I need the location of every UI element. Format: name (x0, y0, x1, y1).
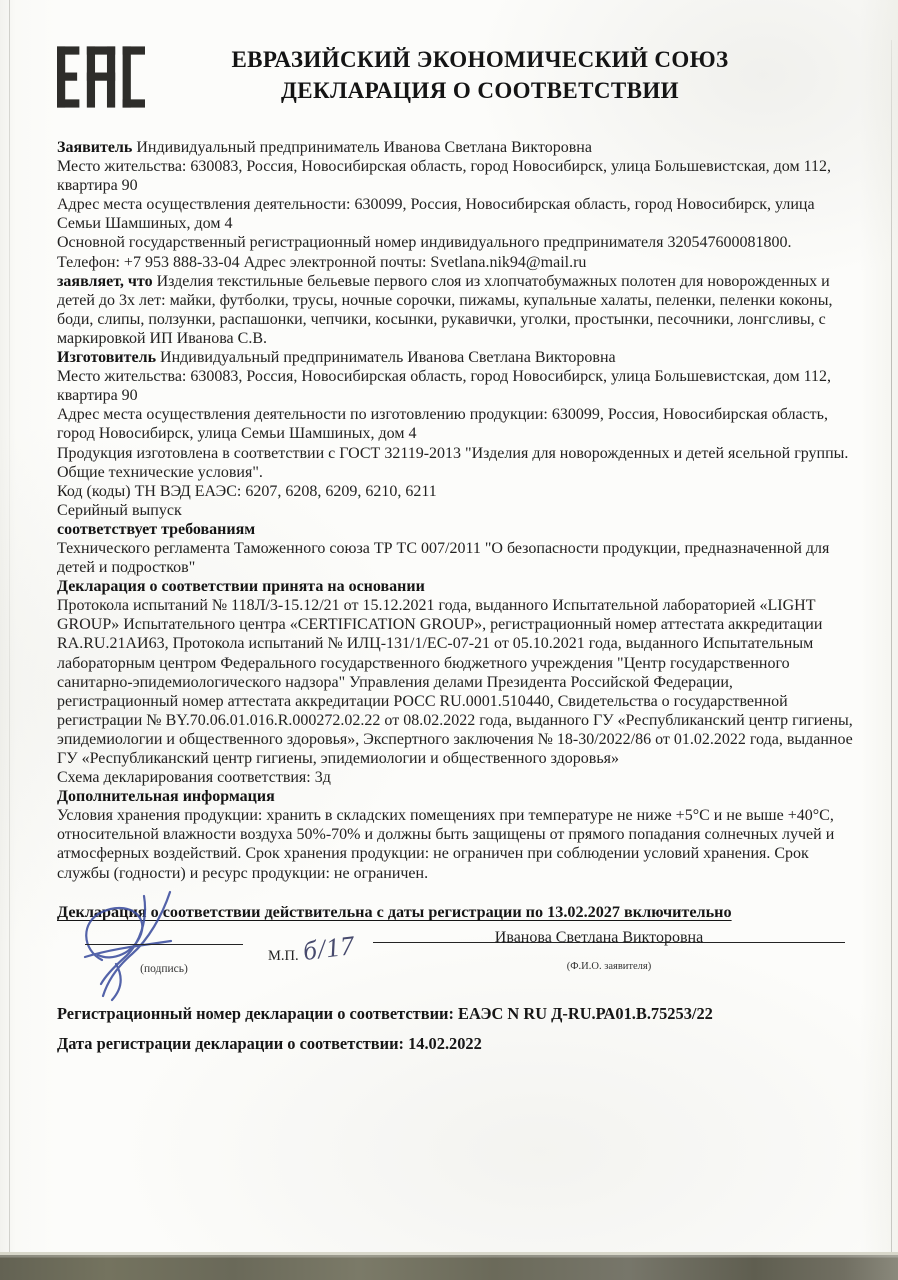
validity-statement: Декларация о соответствии действительна с даты регистрации по 13.02.2027 включительно (57, 903, 732, 921)
paragraph-text: Код (коды) ТН ВЭД ЕАЭС: 6207, 6208, 6209, 6210, 6211 (57, 482, 437, 500)
applicant-name: Иванова Светлана Викторовна (494, 929, 704, 946)
paragraph-text: Адрес места осуществления деятельности: 630099, Россия, Новосибирская область, город Новосибирск, улица Семьи Шамшиных, дом 4 (57, 196, 815, 233)
paragraph (57, 272, 858, 348)
paragraph (57, 253, 858, 272)
signature-caption: (подпись) (140, 963, 188, 975)
paragraph-text: Место жительства: 630083, Россия, Новосибирская область, город Новосибирск, улица Большевистская, дом 112, квартира 90 (57, 158, 832, 195)
paragraph-text: Серийный выпуск (57, 501, 182, 519)
table-surface (0, 1255, 898, 1280)
stamp-handwriting: б/17 (301, 929, 357, 967)
registration-number-line: Регистрационный номер декларации о соответствии: ЕАЭС N RU Д-RU.РА01.В.75253/22 (57, 1004, 713, 1023)
title-line-union: ЕВРАЗИЙСКИЙ ЭКОНОМИЧЕСКИЙ СОЮЗ (231, 47, 729, 72)
paragraph (57, 348, 858, 367)
handwritten-signature (72, 886, 247, 1004)
paragraph-text: Адрес места осуществления деятельности по изготовлению продукции: 630099, Россия, Новосибирская область, город Новосибирск, улица Семьи Шамшиных, дом 4 (57, 406, 828, 443)
paragraph-text: Схема декларирования соответствия: 3д (57, 769, 331, 787)
paragraph-text: Условия хранения продукции: хранить в складских помещениях при температуре не ниже +5°С и не выше +40°С, относительной влажности воздуха 50%-70% и должны быть защищены от прямого попадания солнечных лучей и атмосферных воздействий. Срок хранения продукции: не ограничен при соблюдении условий хранения. Срок службы (годности) и ресурс продукции: не ограничен. (57, 807, 835, 882)
paragraph-bold-lead: Дополнительная информация (57, 788, 275, 806)
document-text-column (57, 138, 858, 883)
paragraph-text: Изделия текстильные бельевые первого слоя из хлопчатобумажных полотен для новорожденных и детей до 3х лет: майки, футболки, трусы, ночные сорочки, пижамы, купальные халаты, пеленки, пеленки коконы, боди, слипы, ползунки, распашонки, чепчики, косынки, рукавички, уголки, простынки, песочники, лонгсливы, с маркировкой ИП Иванова С.В. (57, 272, 833, 347)
paragraph (57, 482, 858, 501)
paragraph (57, 768, 858, 787)
paragraph-bold-lead: заявляет, что (57, 272, 153, 290)
paragraph-bold-lead: Заявитель (57, 139, 133, 156)
paragraph (57, 577, 858, 596)
paragraph-text: Индивидуальный предприниматель Иванова Светлана Викторовна (132, 139, 592, 156)
registration-date-line: Дата регистрации декларации о соответствии: 14.02.2022 (57, 1034, 482, 1053)
title-line-declaration: ДЕКЛАРАЦИЯ О СООТВЕТСТВИИ (281, 78, 679, 103)
paragraph (57, 157, 858, 195)
paragraph (57, 444, 858, 482)
applicant-name-line (373, 942, 845, 943)
paragraph-text: Протокола испытаний № 118Л/3-15.12/21 от 15.12.2021 года, выданного Испытательной лабораторией «LIGHT GROUP» Испытательного центра «CERTIFICATION GROUP», регистрационный номер аттестата аккредитации RA.RU.21АИ63, Протокола испытаний № ИЛЦ-131/1/ЕС-07-21 от 05.10.2021 года, выданного Испытательным лабораторным центром Федерального государственного бюджетного учреждения "Центр государственного санитарно-эпидемиологического надзора" Управления делами Президента Российской Федерации, регистрационный номер аттестата аккредитации РОСС RU.0001.510440, Свидетельства о государственной регистрации № BY.70.06.01.016.R.000272.02.22 от 08.02.2022 года, выданного ГУ «Республиканский центр гигиены, эпидемиологии и общественного здоровья», Экспертного заключения № 18-30/2022/86 от 01.02.2022 года, выданное ГУ «Республиканский центр гигиены, эпидемиологии и общественного здоровья» (57, 597, 853, 767)
document-title (130, 44, 830, 106)
paragraph-bold-lead: Изготовитель (57, 349, 157, 367)
document-body (57, 138, 858, 883)
signature-line (85, 944, 243, 945)
paragraph (57, 138, 858, 157)
paragraph (57, 520, 858, 539)
stamp-place-label: М.П. (268, 948, 299, 964)
paragraph-bold-lead: соответствует требованиям (57, 520, 256, 538)
paragraph (57, 367, 858, 405)
paragraph-text: Индивидуальный предприниматель Иванова Светлана Викторовна (156, 349, 616, 367)
paragraph (57, 787, 858, 806)
paragraph (57, 806, 858, 882)
paragraph-text: Телефон: +7 953 888-33-04 Адрес электронной почты: Svetlana.nik94@mail.ru (57, 253, 587, 271)
paragraph (57, 195, 858, 233)
paragraph-text: Место жительства: 630083, Россия, Новосибирская область, город Новосибирск, улица Большевистская, дом 112, квартира 90 (57, 368, 832, 405)
paragraph-text: Продукция изготовлена в соответствии с ГОСТ 32119-2013 "Изделия для новорожденных и детей ясельной группы. Общие технические условия". (57, 444, 849, 481)
paragraph-bold-lead: Декларация о соответствии принята на основании (57, 578, 425, 596)
paragraph-text: Основной государственный регистрационный номер индивидуального предпринимателя 320547600081800. (57, 234, 792, 252)
paragraph (57, 501, 858, 520)
paragraph (57, 233, 858, 252)
applicant-name-caption: (Ф.И.О. заявителя) (566, 961, 652, 972)
paragraph (57, 539, 858, 577)
paragraph (57, 405, 858, 443)
paragraph (57, 596, 858, 768)
paragraph-text: Технического регламента Таможенного союза ТР ТС 007/2011 "О безопасности продукции, предназначенной для детей и подростков" (57, 539, 830, 577)
